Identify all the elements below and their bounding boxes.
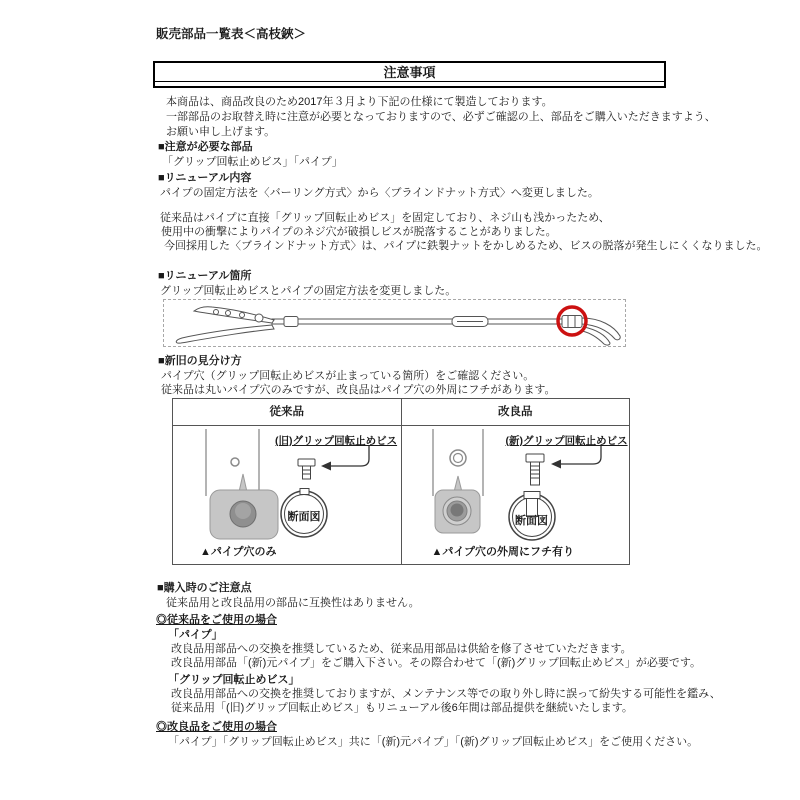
page-title: 販売部品一覧表＜高枝鋏＞ bbox=[156, 27, 307, 41]
comparison-table-header bbox=[173, 399, 629, 426]
cell-improved bbox=[401, 426, 630, 564]
intro-line: 本商品は、商品改良のため2017年３月より下記の仕様にて製造しております。 bbox=[166, 96, 553, 108]
renewal-line: 使用中の衝撃によりパイプのネジ穴が破損しビスが脱落することがありました。 bbox=[161, 226, 557, 238]
pole-pruner-illustration bbox=[164, 300, 625, 346]
subsection-heading-improved-use: ◎改良品をご使用の場合 bbox=[156, 721, 277, 733]
column-header-conventional: 従来品 bbox=[269, 406, 304, 418]
identify-line: 従来品は丸いパイプ穴のみですが、改良品はパイプ穴の外周にフチがあります。 bbox=[161, 384, 556, 396]
location-body: グリップ回転止めビスとパイプの固定方法を変更しました。 bbox=[160, 285, 457, 297]
purchase-body: 従来品用と改良品用の部品に互換性はありません。 bbox=[166, 597, 420, 609]
section-heading-purchase: ■購入時のご注意点 bbox=[157, 582, 252, 594]
renewal-line: パイプの固定方法を〈バーリング方式〉から〈ブラインドナット方式〉へ変更しました。 bbox=[160, 187, 599, 199]
column-header-improved: 改良品 bbox=[401, 399, 630, 425]
conventional-pipe-line: 改良品用部品「(新)元パイプ」をご購入下さい。その際合わせて「(新)グリップ回転止めビス」が必要です。 bbox=[171, 657, 701, 669]
notice-header-box bbox=[153, 61, 666, 88]
conventional-screw-line: 改良品用部品への交換を推奨しておりますが、メンテナンス等での取り外し時に誤って紛失する可能性を鑑み、 bbox=[171, 688, 721, 700]
renewal-line: 従来品はパイプに直接「グリップ回転止めビス」を固定しており、ネジ山も浅かったため、 bbox=[160, 212, 610, 224]
screw-part-label: 「グリップ回転止めビス」 bbox=[168, 674, 300, 686]
cross-section-label: 断面図 bbox=[287, 511, 321, 523]
old-screw-label: (旧)グリップ回転止めビス bbox=[275, 435, 398, 447]
subsection-heading-conventional-use: ◎従来品をご使用の場合 bbox=[156, 614, 277, 626]
section-heading-attention: ■注意が必要な部品 bbox=[158, 141, 253, 153]
renewal-line: 今回採用した〈ブラインドナット方式〉は、パイプに鉄製ナットをかしめるため、ビスの脱落が発生しにくくなりました。 bbox=[164, 240, 768, 252]
section-heading-identify: ■新旧の見分け方 bbox=[158, 355, 242, 367]
section-heading-location: ■リニューアル箇所 bbox=[158, 270, 252, 282]
intro-line: お願い申し上げます。 bbox=[166, 126, 276, 138]
intro-line: 一部部品のお取替え時に注意が必要となっておりますので、必ずご確認の上、部品をご購入いただきますよう、 bbox=[166, 111, 716, 123]
improved-use-body: 「パイプ」「グリップ回転止めビス」共に「(新)元パイプ」「(新)グリップ回転止めビス」をご使用ください。 bbox=[168, 736, 699, 748]
conventional-caption: ▲パイプ穴のみ bbox=[200, 546, 277, 558]
cell-conventional bbox=[173, 426, 401, 564]
attention-body: 「グリップ回転止めビス」「パイプ」 bbox=[162, 156, 343, 168]
section-heading-renewal: ■リニューアル内容 bbox=[158, 172, 252, 184]
conventional-pipe-line: 改良品用部品への交換を推奨しているため、従来品用部品は供給を修了させていただきます。 bbox=[171, 643, 632, 655]
cross-section-label: 断面図 bbox=[515, 515, 548, 527]
improved-caption: ▲パイプ穴の外周にフチ有り bbox=[431, 546, 575, 558]
notice-header-title: 注意事項 bbox=[155, 63, 664, 82]
pipe-part-label: 「パイプ」 bbox=[168, 629, 223, 641]
tool-diagram-box bbox=[163, 299, 626, 347]
identify-line: パイプ穴（グリップ回転止めビスが止まっている箇所）をご確認ください。 bbox=[161, 370, 535, 382]
conventional-screw-line: 従来品用「(旧)グリップ回転止めビス」もリニューアル後6年間は部品提供を継続いたします。 bbox=[171, 702, 633, 714]
new-screw-label: (新)グリップ回転止めビス bbox=[505, 435, 628, 447]
comparison-table bbox=[172, 398, 630, 565]
